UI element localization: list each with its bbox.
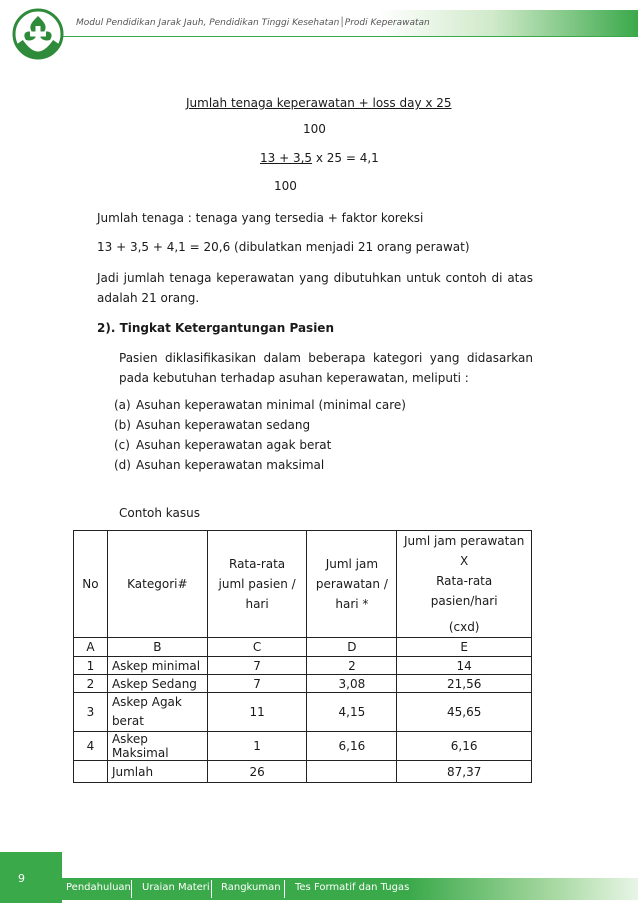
list-text: Asuhan keperawatan minimal (minimal care) — [136, 398, 406, 412]
cell-c: 7 — [207, 657, 307, 675]
letter-cell: D — [307, 638, 397, 657]
bakti-husada-logo — [10, 4, 66, 74]
list-marker: (b) — [114, 418, 131, 432]
calc-rest: x 25 = 4,1 — [312, 151, 379, 165]
formula-calculation — [260, 150, 379, 166]
letter-cell: C — [207, 638, 307, 657]
letter-cell: B — [107, 638, 207, 657]
header-rata-rata: Rata-rata juml pasien / hari — [207, 531, 307, 638]
cell-no: 2 — [74, 675, 108, 693]
letter-cell: E — [397, 638, 532, 657]
example-label: Contoh kasus — [119, 506, 200, 520]
total-d-empty — [307, 761, 397, 783]
page-number-box — [0, 852, 62, 903]
nav-tes-formatif[interactable]: Tes Formatif dan Tugas — [295, 882, 410, 893]
list-item — [114, 437, 406, 457]
table-total-row — [74, 761, 532, 783]
nav-separator — [131, 880, 132, 898]
cell-d: 3,08 — [307, 675, 397, 693]
list-text: Asuhan keperawatan sedang — [136, 418, 311, 432]
list-marker: (d) — [114, 458, 131, 472]
calc-denominator: 100 — [274, 179, 297, 193]
cell-e: 45,65 — [397, 693, 532, 732]
list-marker: (c) — [114, 438, 130, 452]
staffing-table — [73, 530, 532, 783]
list-item — [114, 457, 406, 477]
header-total-jam: Juml jam perawatan X Rata-rata pasien/hari (cxd) — [397, 531, 532, 638]
nav-rangkuman[interactable]: Rangkuman — [221, 882, 281, 893]
cell-c: 7 — [207, 675, 307, 693]
cell-kategori: Askep Maksimal — [107, 732, 207, 761]
total-label: Jumlah — [107, 761, 207, 783]
paragraph-calculation: 13 + 3,5 + 4,1 = 20,6 (dibulatkan menjadi 21 orang perawat) — [97, 240, 470, 254]
cell-c: 11 — [207, 693, 307, 732]
total-c: 26 — [207, 761, 307, 783]
cell-d: 2 — [307, 657, 397, 675]
formula-numerator: Jumlah tenaga keperawatan + loss day x 25 — [186, 96, 452, 110]
header-divider — [62, 36, 638, 37]
header-kategori: Kategori# — [107, 531, 207, 638]
letter-cell: A — [74, 638, 108, 657]
table-row — [74, 693, 532, 732]
table-letter-row — [74, 638, 532, 657]
list-item — [114, 417, 406, 437]
care-level-list — [114, 397, 406, 477]
section-heading: 2). Tingkat Ketergantungan Pasien — [97, 321, 334, 335]
table-header-row — [74, 531, 532, 638]
nav-separator — [211, 880, 212, 898]
table-row — [74, 657, 532, 675]
cell-e: 21,56 — [397, 675, 532, 693]
cell-no-empty — [74, 761, 108, 783]
section-intro: Pasien diklasifikasikan dalam beberapa kategori yang didasarkan pada kebutuhan terhadap asuhan keperawatan, meliputi : — [119, 351, 533, 385]
nav-uraian-materi[interactable]: Uraian Materi — [142, 882, 210, 893]
list-text: Asuhan keperawatan agak berat — [136, 438, 332, 452]
cell-no: 4 — [74, 732, 108, 761]
formula-denominator: 100 — [303, 122, 326, 136]
list-text: Asuhan keperawatan maksimal — [136, 458, 325, 472]
cell-d: 4,15 — [307, 693, 397, 732]
paragraph-conclusion: Jadi jumlah tenaga keperawatan yang dibutuhkan untuk contoh di atas adalah 21 orang. — [97, 271, 533, 305]
cell-kategori: Askep minimal — [107, 657, 207, 675]
cell-e: 14 — [397, 657, 532, 675]
cell-kategori: Askep Sedang — [107, 675, 207, 693]
cell-no: 1 — [74, 657, 108, 675]
total-e: 87,37 — [397, 761, 532, 783]
cell-c: 1 — [207, 732, 307, 761]
table-row — [74, 675, 532, 693]
cell-e: 6,16 — [397, 732, 532, 761]
header-title: Modul Pendidikan Jarak Jauh, Pendidikan Tinggi Kesehatan│Prodi Keperawatan — [76, 18, 430, 28]
header-juml-jam: Juml jam perawatan / hari * — [307, 531, 397, 638]
list-item — [114, 397, 406, 417]
cell-d: 6,16 — [307, 732, 397, 761]
paragraph-jumlah-tenaga: Jumlah tenaga : tenaga yang tersedia + faktor koreksi — [97, 211, 424, 225]
table-row — [74, 732, 532, 761]
list-marker: (a) — [114, 398, 131, 412]
header-no: No — [74, 531, 108, 638]
nav-separator — [284, 880, 285, 898]
cell-no: 3 — [74, 693, 108, 732]
page-number: 9 — [18, 872, 25, 885]
nav-pendahuluan[interactable]: Pendahuluan — [66, 882, 131, 893]
cell-kategori: Askep Agak berat — [107, 693, 207, 732]
calc-numerator: 13 + 3,5 — [260, 151, 313, 165]
